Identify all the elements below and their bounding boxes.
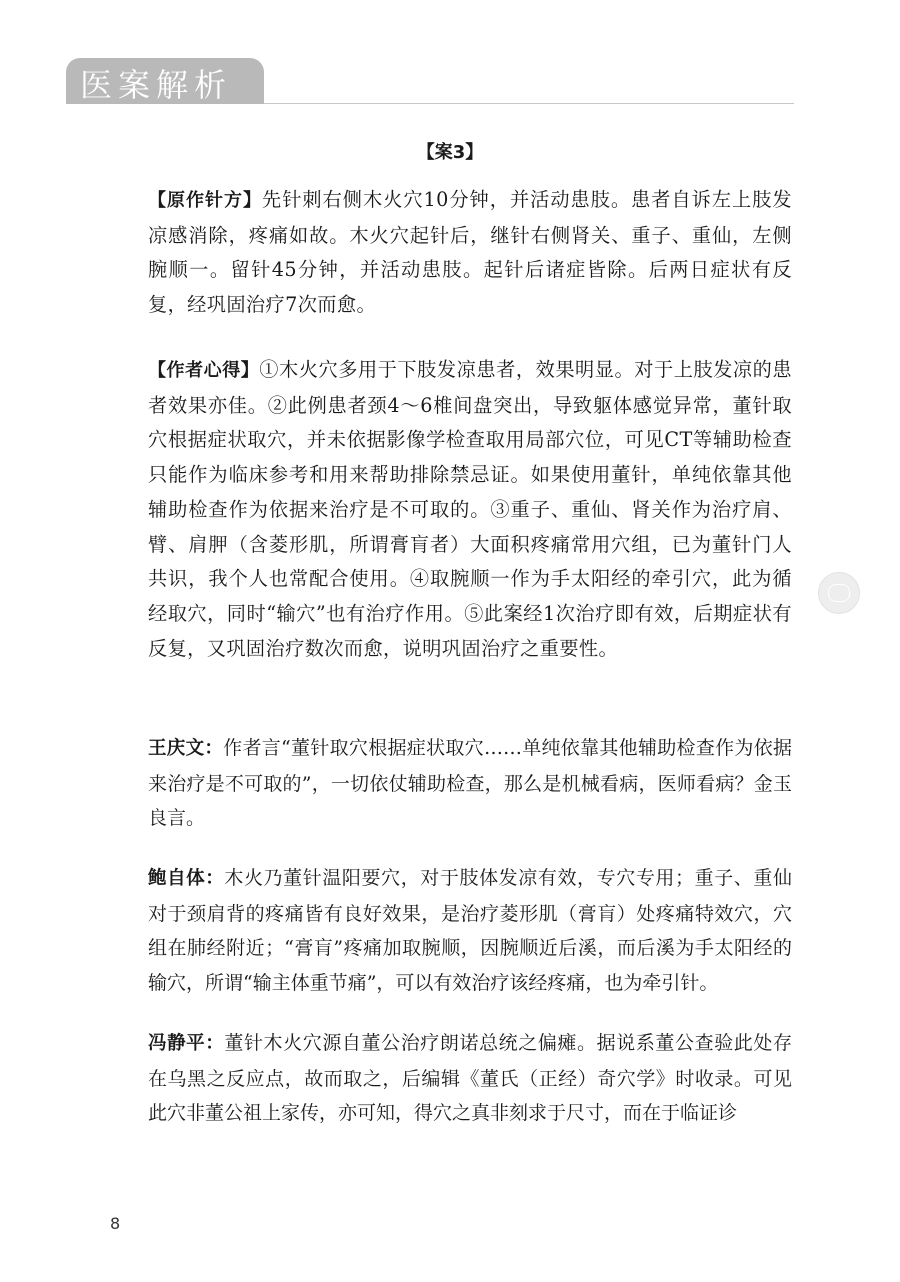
section-title: 医案解析 <box>80 66 233 104</box>
case-paragraph-insights <box>110 353 792 666</box>
section-header <box>66 58 796 106</box>
section-tab <box>66 58 264 104</box>
paragraph-lead-prescription: 【原作针方】 <box>148 190 263 211</box>
paragraph-text-prescription: 先针刺右侧木火穴10分钟，并活动患肢。患者自诉左上肢发凉感消除，疼痛如故。木火穴起针后，继针右侧肾关、重子、重仙，左侧腕顺一。留针45分钟，并活动患肢。起针后诸症皆除。后两日症状有反复，经巩固治疗7次而愈。 <box>148 188 793 317</box>
comment-bao <box>110 861 792 1001</box>
comment-wang <box>110 731 792 836</box>
commenter-name: 冯静平： <box>148 1033 225 1054</box>
case-paragraph-prescription <box>110 183 792 323</box>
paragraph-text-insights: ①木火穴多用于下肢发凉患者，效果明显。对于上肢发凉的患者效果亦佳。②此例患者颈4～6椎间盘突出，导致躯体感觉异常，董针取穴根据症状取穴，并未依据影像学检查取用局部穴位，可见CT等辅助检查只能作为临床参考和用来帮助排除禁忌证。如果使用董针，单纯依靠其他辅助检查作为依据来治疗是不可取的。③重子、重仙、肾关作为治疗肩、臂、肩胛（含菱形肌，所谓膏肓者）大面积疼痛常用穴组，已为董针门人共识，我个人也常配合使用。④取腕顺一作为手太阳经的牵引穴，此为循经取穴，同时“输穴”也有治疗作用。⑤此案经1次治疗即有效，后期症状有反复，又巩固治疗数次而愈，说明巩固治疗之重要性。 <box>148 358 792 660</box>
comment-feng <box>110 1026 792 1131</box>
commenter-name: 王庆文： <box>148 738 224 759</box>
header-rule <box>264 103 794 104</box>
comment-text: 木火乃董针温阳要穴，对于肢体发凉有效，专穴专用；重子、重仙对于颈肩背的疼痛皆有良好效果，是治疗菱形肌（膏肓）处疼痛特效穴，穴组在肺经附近；“膏肓”疼痛加取腕顺，因腕顺近后溪，而后溪为手太阳经的输穴，所谓“输主体重节痛”，可以有效治疗该经疼痛，也为牵引针。 <box>148 867 792 995</box>
page-number: 8 <box>110 1214 121 1233</box>
case-title: 【案3】 <box>416 142 484 163</box>
comment-text: 作者言“董针取穴根据症状取穴……单纯依靠其他辅助检查作为依据来治疗是不可取的”，一切依仗辅助检查，那么是机械看病，医师看病？金玉良言。 <box>148 737 792 830</box>
paragraph-lead-insights: 【作者心得】 <box>148 360 260 381</box>
comment-text: 董针木火穴源自董公治疗朗诺总统之偏瘫。据说系董公查验此处存在乌黑之反应点，故而取之，后编辑《董氏（正经）奇穴学》时收录。可见此穴非董公祖上家传，亦可知，得穴之真非刻求于尺寸，而在于临证诊 <box>148 1032 792 1125</box>
commenter-name: 鲍自体： <box>148 868 225 889</box>
watermark-seal-icon <box>818 572 860 614</box>
